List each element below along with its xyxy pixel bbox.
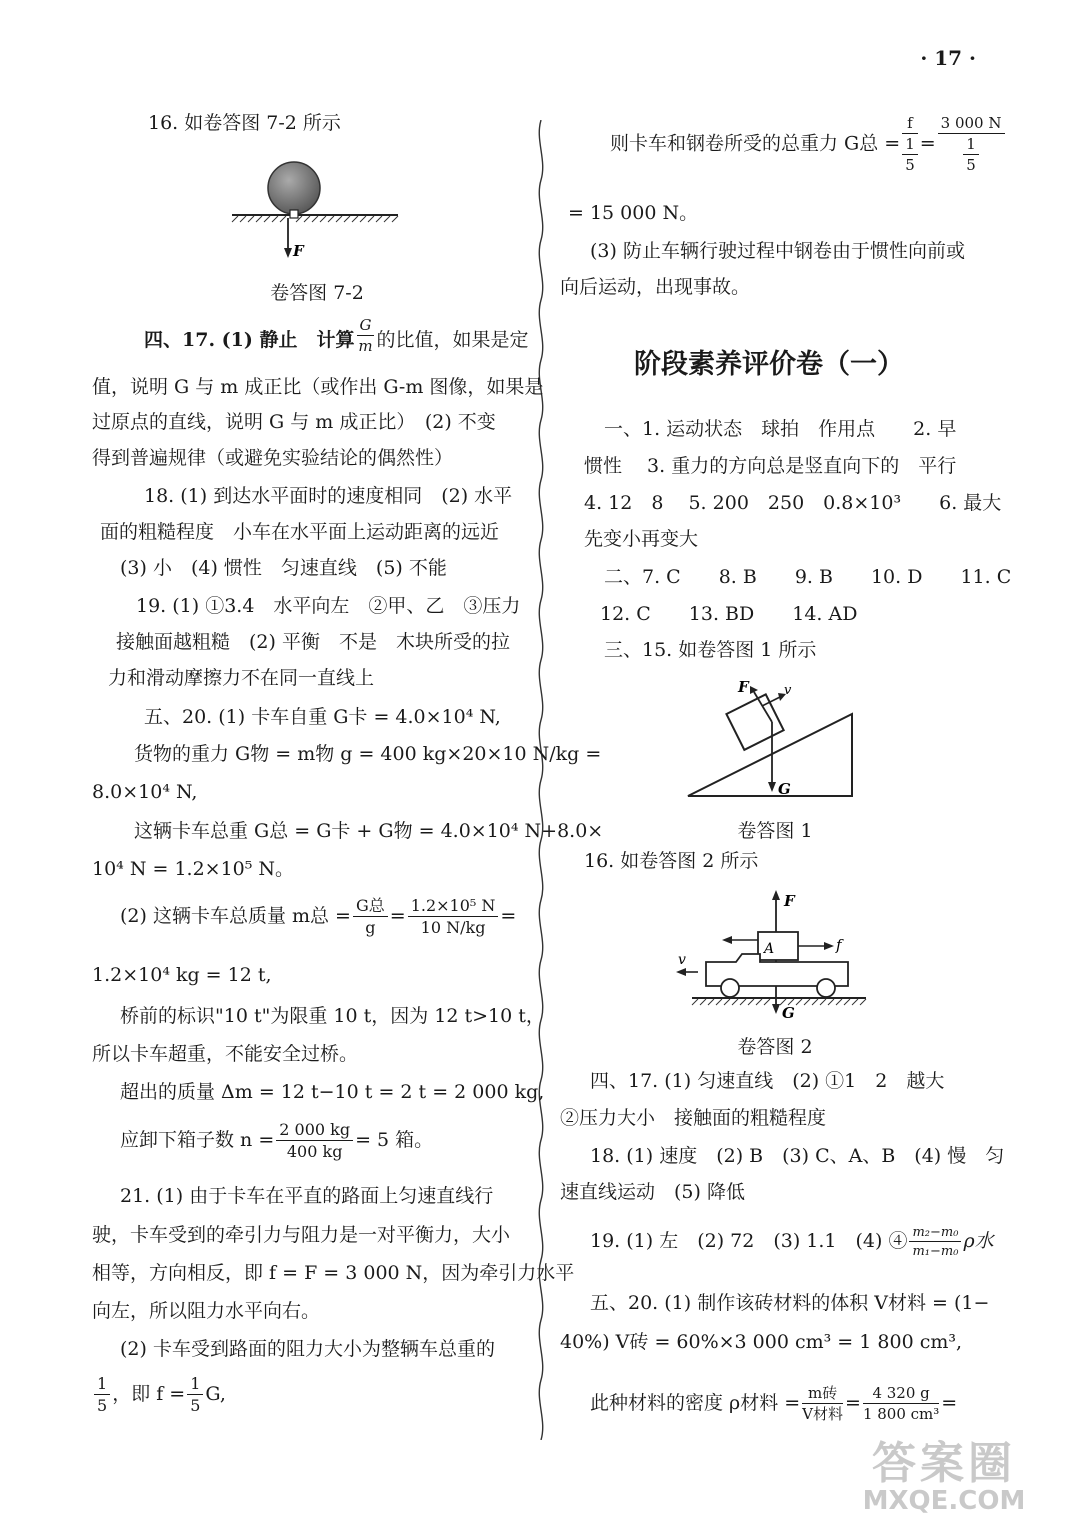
ball-shape bbox=[268, 162, 320, 214]
q21-line-2: 驶，卡车受到的牵引力与阻力是一对平衡力，大小 bbox=[92, 1224, 511, 1246]
s3-q15: 三、15. 如卷答图 1 所示 bbox=[604, 639, 817, 661]
q17-line-2: 值，说明 G 与 m 成正比（或作出 G-m 图像，如果是 bbox=[92, 376, 544, 398]
s4-line-1: 四、17. (1) 匀速直线 (2) ①1 2 越大 bbox=[590, 1070, 945, 1092]
q21-line-1: 21. (1) 由于卡车在平直的路面上匀速直线行 bbox=[120, 1185, 494, 1207]
s1-line-4: 先变小再变大 bbox=[584, 528, 699, 550]
column-divider bbox=[534, 120, 548, 1440]
q19-line-2: 接触面越粗糙 (2) 平衡 不是 木块所受的拉 bbox=[116, 631, 510, 653]
q21-line-5: (2) 卡车受到路面的阻力大小为整辆车总重的 bbox=[120, 1338, 495, 1360]
s4-line-5: 19. (1) 左 (2) 72 (3) 1.1 (4) ④ $\frac{\text{m₂−m₀}}{\text{m₁−m₀}}$ ρ水 bbox=[590, 1225, 994, 1259]
figure-1 bbox=[680, 678, 870, 808]
q19-line-1: 19. (1) ①3.4 水平向左 ②甲、乙 ③压力 bbox=[136, 595, 521, 617]
s5-line-3: 此种材料的密度 ρ材料 = $\frac{\text{m砖}}{\text{V材料}}$ = $\frac{4 320 g}{\text{1 800 cm³}}$ = bbox=[590, 1384, 958, 1423]
fig2-G-label: G bbox=[782, 1004, 795, 1020]
s5-line-2: 40%) V砖 = 60%×3 000 cm³ = 1 800 cm³, bbox=[560, 1331, 963, 1353]
q21-line-3: 相等，方向相反，即 f = F = 3 000 N，因为牵引力水平 bbox=[92, 1262, 575, 1284]
s4-line-3: 18. (1) 速度 (2) B (3) C、A、B (4) 慢 匀 bbox=[590, 1145, 1005, 1167]
fig2-f-label: f bbox=[836, 936, 842, 954]
q20-line-6: (2) 这辆卡车总质量 m总 = $\frac{\text{G总}}{g}$ = $\frac{\text{1.2×10⁵ N}}{10 N/kg}$ = bbox=[120, 896, 517, 937]
q20-line-5: 10⁴ N = 1.2×10⁵ N。 bbox=[92, 858, 295, 880]
q20-line-3: 8.0×10⁴ N, bbox=[92, 781, 198, 803]
cont-line-1: 则卡车和钢卷所受的总重力 G总 = $\frac{f}{\frac{1}{5}}$ = $\frac{3 000 N}{\frac{1}{5}}$ bbox=[610, 116, 1007, 173]
s4-line-4: 速直线运动 (5) 降低 bbox=[560, 1181, 745, 1203]
fig2-A-label: A bbox=[764, 941, 775, 957]
s5-line-1: 五、20. (1) 制作该砖材料的体积 V材料 = (1− bbox=[590, 1292, 990, 1314]
s4-line-2: ②压力大小 接触面的粗糙程度 bbox=[560, 1107, 827, 1129]
q17-line-1: 四、17. (1) 静止 计算 $\frac{G}{m}$ 的比值，如果是定 bbox=[144, 316, 529, 355]
cont-line-4: 向后运动，出现事故。 bbox=[560, 276, 751, 298]
s2-line-1: 二、7. C 8. B 9. B 10. D 11. C bbox=[604, 566, 1012, 588]
q18-line-3: (3) 小 (4) 惯性 匀速直线 (5) 不能 bbox=[120, 557, 447, 579]
watermark bbox=[844, 1438, 1044, 1522]
q18-line-1: 18. (1) 到达水平面时的速度相同 (2) 水平 bbox=[144, 485, 513, 507]
q20-line-1: 五、20. (1) 卡车自重 G卡 = 4.0×10⁴ N, bbox=[144, 706, 501, 728]
q20-line-11: 应卸下箱子数 n = $\frac{2 000 kg}{400 kg}$ = 5 箱。 bbox=[120, 1120, 434, 1161]
cont-line-3: (3) 防止车辆行驶过程中钢卷由于惯性向前或 bbox=[590, 240, 965, 262]
s1-line-1: 一、1. 运动状态 球拍 作用点 2. 早 bbox=[604, 418, 957, 440]
q18-line-2: 面的粗糙程度 小车在水平面上运动距离的远近 bbox=[100, 521, 500, 543]
q20-line-2: 货物的重力 G物 = m物 g = 400 kg×20×10 N/kg = bbox=[134, 743, 602, 765]
s1-line-2: 惯性 3. 重力的方向总是竖直向下的 平行 bbox=[584, 455, 957, 477]
q20-line-4: 这辆卡车总重 G总 = G卡 + G物 = 4.0×10⁴ N+8.0× bbox=[134, 820, 604, 842]
q20-line-10: 超出的质量 Δm = 12 t−10 t = 2 t = 2 000 kg, bbox=[120, 1081, 545, 1103]
watermark-top: 答案圈 bbox=[872, 1438, 1016, 1489]
support-force-label: F bbox=[738, 678, 749, 696]
q20-line-8: 桥前的标识"10 t"为限重 10 t，因为 12 t>10 t， bbox=[120, 1005, 545, 1027]
force-label: F bbox=[293, 242, 304, 260]
q21-line-4: 向左，所以阻力水平向右。 bbox=[92, 1300, 321, 1322]
fig2-v-label: v bbox=[678, 952, 686, 968]
section-title: 阶段素养评价卷（一） bbox=[634, 349, 904, 380]
watermark-bottom: MXQE.COM bbox=[862, 1486, 1026, 1516]
s2-line-2: 12. C 13. BD 14. AD bbox=[600, 603, 858, 625]
s3-q16: 16. 如卷答图 2 所示 bbox=[584, 850, 759, 872]
q20-line-9: 所以卡车超重，不能安全过桥。 bbox=[92, 1043, 359, 1065]
fig2-F-label: F bbox=[784, 892, 795, 910]
q17-line-4: 得到普遍规律（或避免实验结论的偶然性） bbox=[92, 447, 454, 469]
velocity-label: v bbox=[784, 683, 792, 698]
q19-line-3: 力和滑动摩擦力不在同一直线上 bbox=[108, 667, 375, 689]
s1-line-3: 4. 12 8 5. 200 250 0.8×10³ 6. 最大 bbox=[584, 492, 1002, 514]
block-shape bbox=[726, 694, 783, 749]
figure-7-2-caption: 卷答图 7-2 bbox=[270, 282, 364, 304]
contact-point bbox=[290, 210, 298, 218]
figure-1-caption: 卷答图 1 bbox=[737, 820, 813, 842]
q20-line-7: 1.2×10⁴ kg = 12 t, bbox=[92, 964, 272, 986]
q21-line-6: $\frac{1}{5}$ ，即 f = $\frac{1}{5}$ G, bbox=[92, 1376, 226, 1414]
q16-text: 16. 如卷答图 7-2 所示 bbox=[148, 112, 341, 134]
figure-2 bbox=[676, 890, 876, 1020]
page-number: · 17 · bbox=[920, 46, 976, 70]
cont-line-2: = 15 000 N。 bbox=[568, 202, 699, 224]
q17-line-3: 过原点的直线，说明 G 与 m 成正比） (2) 不变 bbox=[92, 411, 496, 433]
gravity-label: G bbox=[778, 780, 791, 798]
figure-2-caption: 卷答图 2 bbox=[737, 1036, 813, 1058]
